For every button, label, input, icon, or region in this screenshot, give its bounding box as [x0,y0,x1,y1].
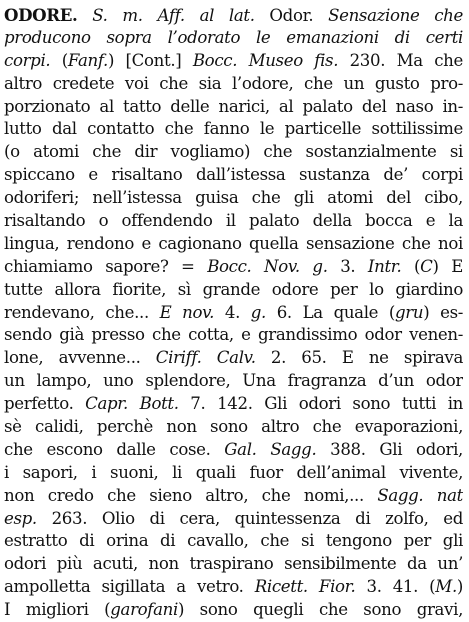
text-line [4,553,463,576]
italic-segment: Capr. Bott. [85,394,179,414]
text-line [4,141,463,164]
text-segment: perfetto. [4,394,86,414]
text-line [4,27,463,50]
italic-segment: producono sopra l’odorato le emanazioni di certi [4,27,463,47]
text-line [4,96,463,119]
text-segment: (o atomi che dir vogliamo) che sostanzialmente si [4,142,463,162]
italic-segment: Fanf. [67,50,108,70]
text-segment: un lampo, uno splendore, Una fragranza d’un odor [4,371,463,391]
text-segment: ) es- [423,302,463,322]
text-line [4,210,463,233]
italic-segment: esp. [4,508,37,528]
text-line [4,599,463,622]
text-segment: ( [50,50,68,70]
text-segment: 3. 41. ( [355,577,436,597]
text-line [4,50,463,73]
text-segment: lingua, rendono e cagionano quella sensazione che noi [4,233,463,253]
text-segment [185,6,200,25]
italic-segment: corpi. [4,50,51,70]
text-segment: risaltando o offendendo il palato della bocca e la [4,211,463,231]
text-segment: sendo già presso che cotta, e grandissimo odor venen- [4,325,463,345]
text-line [4,256,463,279]
italic-segment: Gal. Sagg. [224,439,317,459]
text-line [4,233,463,256]
text-segment: che escono dalle cose. [4,439,225,459]
text-line [4,530,463,553]
italic-segment: Intr. [367,256,402,276]
italic-segment: g. [250,302,266,322]
text-segment: 230. Ma che [338,50,463,70]
text-line [4,187,463,210]
text-line [4,73,463,96]
text-segment: ) [Cont.] [107,50,193,70]
text-line [4,4,463,27]
text-line [4,164,463,187]
text-segment: sè calidi, perchè non sono altro che evaporazioni, [4,417,463,437]
headword: ODORE. [4,5,78,25]
text-segment: odori più acuti, non traspirano sensibilmente da un’ [4,554,463,574]
text-line [4,302,463,325]
text-segment: i sapori, i suoni, li quali fuor dell’animal vivente, [4,462,463,482]
text-line [4,416,463,439]
italic-segment: Sagg. nat [377,485,463,505]
text-segment: spiccano e risaltano dall’istessa sustanza de’ corpi [4,165,463,185]
text-segment: 3. [327,256,368,276]
text-segment: lone, avvenne... [4,348,156,368]
text-segment: ( [401,256,421,276]
text-segment: 7. 142. Gli odori sono tutti in [178,394,463,414]
text-segment: estratto di orina di cavallo, che si tengono per gli [4,531,463,551]
text-line [4,393,463,416]
text-line [4,347,463,370]
dictionary-entry-odore [4,4,463,622]
italic-segment: Bocc. Museo fis. [192,50,339,70]
text-line [4,118,463,141]
italic-segment: Ciriff. Calv. [155,348,256,368]
text-segment: ) E [432,256,463,276]
text-line [4,462,463,485]
text-segment: porzionato al tatto delle narici, al palato del naso in- [4,96,463,116]
text-line [4,508,463,531]
text-line [4,439,463,462]
italic-segment: gru [395,302,424,322]
italic-segment: Ricett. Fior. [254,577,356,597]
text-line [4,324,463,347]
italic-segment: M. [435,577,457,597]
text-segment: 388. Gli odori, [316,439,463,459]
text-segment: 6. La quale ( [265,302,396,322]
text-segment: 4. [214,302,251,322]
italic-segment: C [420,256,433,276]
text-segment: tutte allora fiorite, sì grande odore per lo giardino [4,279,463,299]
italic-segment: Sensazione che [328,6,463,25]
italic-segment: al lat. [199,6,255,25]
text-line [4,279,463,302]
italic-segment: S. m. Aff. [92,6,185,25]
text-line [4,576,463,599]
text-segment: non credo che sieno altro, che nomi,... [4,485,378,505]
text-line [4,370,463,393]
text-segment: Odor. [254,6,329,25]
text-segment: lutto dal contatto che fanno le particelle sottilissime [4,119,463,139]
text-segment: 263. Olio di cera, quintessenza di zolfo, ed [36,508,463,528]
text-segment: chiamiamo sapore? = [4,256,208,276]
italic-segment: Bocc. Nov. g. [207,256,328,276]
italic-segment: garofani [110,600,178,620]
text-segment: ampolletta sigillata a vetro. [4,577,255,597]
text-segment: I migliori ( [4,600,111,620]
text-segment: ) sono quegli che sono gravi, [177,600,463,620]
text-segment: 2. 65. E ne spirava [255,348,463,368]
text-line [4,485,463,508]
italic-segment: E nov. [159,302,215,322]
text-segment: rendevano, che... [4,302,160,322]
text-segment [77,6,92,25]
text-segment: ) [456,577,463,597]
text-segment: altro credete voi che sia l’odore, che un gusto pro- [4,73,463,93]
text-segment: odoriferi; nell’istessa guisa che gli atomi del cibo, [4,188,463,208]
